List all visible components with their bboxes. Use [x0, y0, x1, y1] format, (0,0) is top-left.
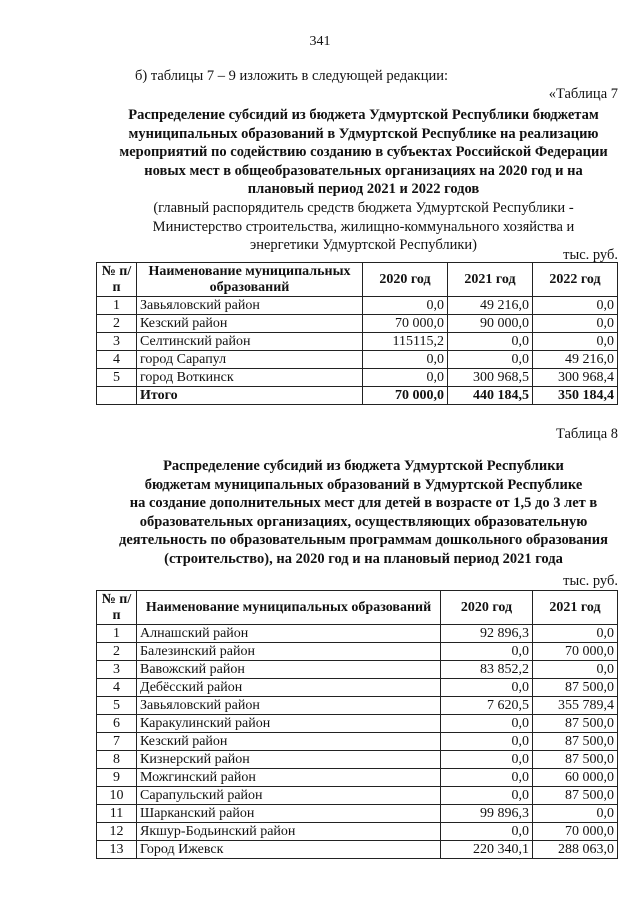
table-row: [97, 769, 618, 787]
total-2022: 350 184,4: [533, 387, 618, 405]
row-2021: 87 500,0: [533, 679, 618, 697]
page-number: 341: [309, 34, 331, 49]
table8-units: тыс. руб.: [563, 573, 618, 589]
row-name: Город Ижевск: [137, 841, 441, 859]
row-2021: 90 000,0: [448, 315, 533, 333]
table-row: [97, 679, 618, 697]
row-2020: 0,0: [441, 733, 533, 751]
table-row: [97, 697, 618, 715]
table7-title-line: мероприятий по содействию созданию в субъектах Российской Федерации: [119, 144, 608, 161]
row-2020: 83 852,2: [441, 661, 533, 679]
row-num: 2: [97, 643, 137, 661]
table8-header-num: № п/п: [97, 591, 137, 625]
row-2020: 70 000,0: [363, 315, 448, 333]
row-2021: 0,0: [533, 661, 618, 679]
table8: [96, 590, 618, 859]
table7-header-2022: 2022 год: [533, 263, 618, 297]
row-2022: 49 216,0: [533, 351, 618, 369]
row-2020: 220 340,1: [441, 841, 533, 859]
row-name: Якшур-Бодьинский район: [137, 823, 441, 841]
row-2020: 92 896,3: [441, 625, 533, 643]
row-2020: 0,0: [441, 787, 533, 805]
table-row: [97, 733, 618, 751]
row-2022: 300 968,4: [533, 369, 618, 387]
row-name: Шарканский район: [137, 805, 441, 823]
table-row: [97, 351, 618, 369]
row-name: Кезский район: [137, 733, 441, 751]
table7-title-line: новых мест в общеобразовательных организациях на 2020 год и на: [144, 162, 583, 179]
row-num: 4: [97, 351, 137, 369]
table7-subtitle-line: (главный распорядитель средств бюджета Удмуртской Республики -: [153, 200, 574, 216]
table7: [96, 262, 618, 405]
row-num: 13: [97, 841, 137, 859]
row-name: Кезский район: [137, 315, 363, 333]
table-row: [97, 625, 618, 643]
table-row: [97, 823, 618, 841]
row-name: Алнашский район: [137, 625, 441, 643]
row-num: 3: [97, 333, 137, 351]
row-2021: 288 063,0: [533, 841, 618, 859]
table7-title-line: муниципальных образований в Удмуртской Республике на реализацию: [128, 125, 599, 142]
row-num: 2: [97, 315, 137, 333]
row-num: 7: [97, 733, 137, 751]
row-2021: 87 500,0: [533, 715, 618, 733]
total-label: Итого: [137, 387, 363, 405]
table8-label: Таблица 8: [555, 426, 618, 442]
table8-title-line: образовательных организациях, осуществляющих образовательную: [139, 513, 588, 530]
row-num: 10: [97, 787, 137, 805]
row-2020: 0,0: [363, 369, 448, 387]
row-2021: 355 789,4: [533, 697, 618, 715]
row-num: 8: [97, 751, 137, 769]
table-row: [97, 297, 618, 315]
table8-title-line: Распределение субсидий из бюджета Удмуртской Республики: [163, 458, 564, 474]
table-total-row: [97, 387, 618, 405]
table-row: [97, 805, 618, 823]
table-row: [97, 643, 618, 661]
table-row: [97, 841, 618, 859]
table7-header-num: № п/п: [97, 263, 137, 297]
row-2020: 0,0: [441, 715, 533, 733]
table7-label: «Таблица 7: [548, 86, 618, 102]
row-2021: 70 000,0: [533, 643, 618, 661]
row-2020: 0,0: [363, 297, 448, 315]
table-row: [97, 751, 618, 769]
table7-header-2021: 2021 год: [448, 263, 533, 297]
row-name: город Сарапул: [137, 351, 363, 369]
row-2020: 0,0: [441, 823, 533, 841]
table7-title: [96, 106, 631, 199]
row-name: Сарапульский район: [137, 787, 441, 805]
row-num: 5: [97, 697, 137, 715]
table8-header-name: Наименование муниципальных образований: [137, 591, 441, 625]
row-2020: 0,0: [441, 751, 533, 769]
row-2021: 87 500,0: [533, 733, 618, 751]
table7-subtitle-line: энергетики Удмуртской Республики): [250, 237, 477, 254]
table-row: [97, 715, 618, 733]
row-num: 1: [97, 625, 137, 643]
total-2020: 70 000,0: [363, 387, 448, 405]
row-2021: 60 000,0: [533, 769, 618, 787]
table7-header-name: Наименование муниципальных образований: [137, 263, 363, 297]
row-2021: 0,0: [533, 625, 618, 643]
table7-title-line: Распределение субсидий из бюджета Удмуртской Республики бюджетам: [128, 107, 599, 123]
row-2020: 99 896,3: [441, 805, 533, 823]
row-name: Балезинский район: [137, 643, 441, 661]
row-num: 6: [97, 715, 137, 733]
row-num: 3: [97, 661, 137, 679]
row-num: 1: [97, 297, 137, 315]
table8-title-line: (строительство), на 2020 год и на плановый период 2021 года: [164, 550, 563, 567]
table8-header-2021: 2021 год: [533, 591, 618, 625]
table8-title-line: на создание дополнительных мест для детей в возрасте от 1,5 до 3 лет в: [129, 495, 598, 512]
table-row: [97, 315, 618, 333]
row-2021: 0,0: [448, 333, 533, 351]
row-2021: 70 000,0: [533, 823, 618, 841]
table7-title-line: плановый период 2021 и 2022 годов: [247, 181, 480, 198]
row-2020: 115115,2: [363, 333, 448, 351]
table7-header-2020: 2020 год: [363, 263, 448, 297]
row-2020: 0,0: [363, 351, 448, 369]
row-2020: 0,0: [441, 679, 533, 697]
table-row: [97, 333, 618, 351]
table7-units: тыс. руб.: [563, 247, 618, 263]
row-2020: 0,0: [441, 769, 533, 787]
table8-title: [96, 457, 631, 569]
table8-header-2020: 2020 год: [441, 591, 533, 625]
row-2021: 49 216,0: [448, 297, 533, 315]
table-row: [97, 787, 618, 805]
row-num: 4: [97, 679, 137, 697]
row-name: Завьяловский район: [137, 697, 441, 715]
row-2022: 0,0: [533, 297, 618, 315]
table-row: [97, 369, 618, 387]
row-2021: 300 968,5: [448, 369, 533, 387]
table7-subtitle: [96, 199, 631, 255]
row-2021: 87 500,0: [533, 787, 618, 805]
row-name: Кизнерский район: [137, 751, 441, 769]
row-num: 5: [97, 369, 137, 387]
total-2021: 440 184,5: [448, 387, 533, 405]
row-name: Селтинский район: [137, 333, 363, 351]
row-2020: 0,0: [441, 643, 533, 661]
row-2020: 7 620,5: [441, 697, 533, 715]
table7-subtitle-line: Министерство строительства, жилищно-коммунального хозяйства и: [152, 218, 575, 235]
row-name: Дебёсский район: [137, 679, 441, 697]
row-name: город Воткинск: [137, 369, 363, 387]
row-2022: 0,0: [533, 333, 618, 351]
row-name: Каракулинский район: [137, 715, 441, 733]
intro-text: б) таблицы 7 – 9 изложить в следующей редакции:: [135, 68, 449, 84]
row-num: 9: [97, 769, 137, 787]
row-num: 12: [97, 823, 137, 841]
total-num: [97, 387, 137, 405]
table8-title-line: деятельность по образовательным программам дошкольного образования: [119, 532, 608, 549]
row-2022: 0,0: [533, 315, 618, 333]
row-2021: 0,0: [448, 351, 533, 369]
row-name: Вавожский район: [137, 661, 441, 679]
row-name: Можгинский район: [137, 769, 441, 787]
row-num: 11: [97, 805, 137, 823]
row-name: Завьяловский район: [137, 297, 363, 315]
table8-title-line: бюджетам муниципальных образований в Удмуртской Республике: [144, 476, 583, 493]
row-2021: 87 500,0: [533, 751, 618, 769]
row-2021: 0,0: [533, 805, 618, 823]
table-row: [97, 661, 618, 679]
